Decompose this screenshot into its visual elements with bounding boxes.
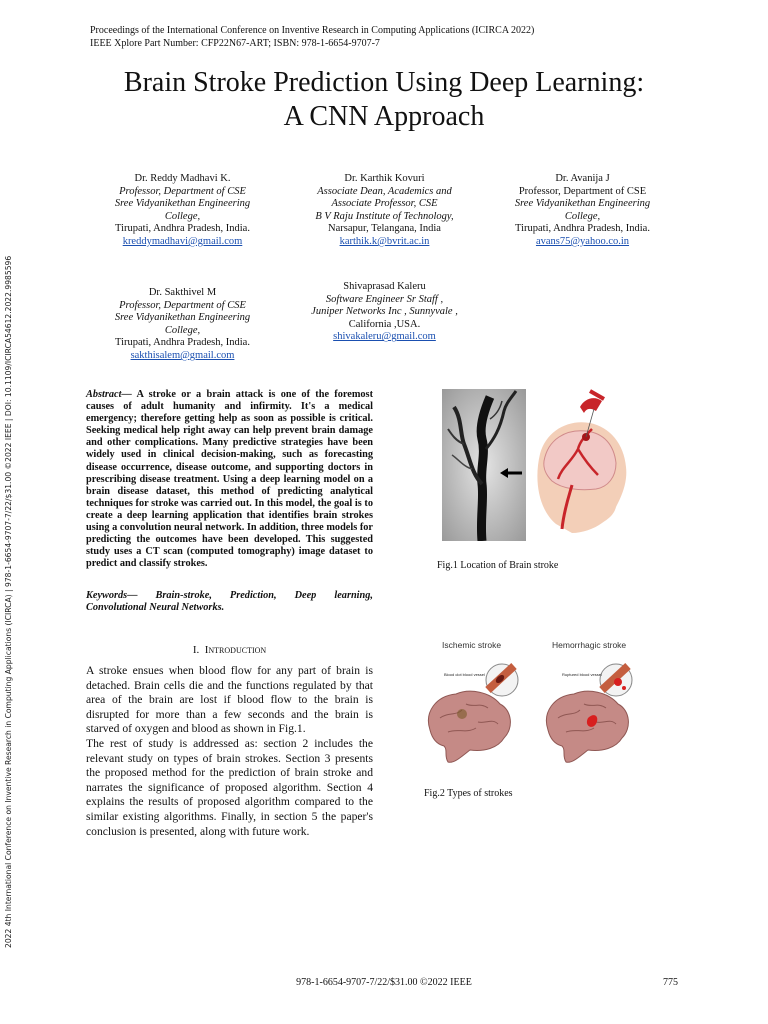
copyright-footer: 978-1-6654-9707-7/22/$31.00 ©2022 IEEE — [296, 977, 472, 988]
author-affiliation: College, — [164, 210, 201, 222]
paper-title — [0, 66, 768, 134]
author-affiliation: Associate Professor, CSE — [331, 198, 438, 210]
abstract-text: A stroke or a brain attack is one of the foremost causes of adult humanity and infirmity. It's a medical emergency; therefore getting help as soon as possible is critical. Seeking medical help right away can help prevent brain damage and other complications. Many predictive strategies have been widely used in clinical decision-making, such as forecasting disease occurrence, disease outcome, and supporting doctors in prescribing disease treatment. Using a deep learning model on a brain disease dataset, this method of predicting analytical techniques for stroke was carried out. In this model, the goal is to create a deep learning application that identifies brain strokes using a convolution neural network. In addition, three models for predicting the outcomes have been developed. This suggested study uses a CT scan (computed tomography) image dataset to predict and classify strokes. — [86, 389, 373, 570]
hemorrhagic-label: Hemorrhagic stroke — [552, 640, 627, 650]
author-block-3 — [490, 173, 675, 249]
author-affiliation: College, — [164, 324, 201, 336]
section-heading — [86, 644, 373, 656]
stroke-types-figure — [418, 636, 648, 776]
author-block-5 — [292, 281, 477, 344]
ruptured-vessel-inset-label: Ruptured blood vessel — [562, 672, 602, 677]
author-location: Tirupati, Andhra Pradesh, India. — [115, 223, 250, 235]
title-line1: Brain Stroke Prediction Using Deep Learning: — [123, 67, 645, 98]
author-affiliation: Sree Vidyanikethan Engineering — [114, 312, 251, 324]
brain-stroke-illustration — [528, 389, 632, 541]
author-affiliation: B V Raju Institute of Technology, — [315, 210, 454, 222]
author-name: Dr. Reddy Madhavi K. — [134, 173, 231, 184]
figure1-caption: Fig.1 Location of Brain stroke — [437, 560, 559, 571]
author-name: Shivaprasad Kaleru — [343, 281, 426, 292]
author-location: California ,USA. — [348, 318, 421, 330]
intro-paragraph: The rest of study is addressed as: section 2 includes the relevant study on types of brain strokes. Section 3 presents the proposed method for the prediction of brain stroke and narrates the significance of proposed algorithm. Section 4 explains the results of proposed algorithm compared to the similar existing algorithms. Finally, in section 5 the paper's conclusion is presented, along with future work. — [86, 736, 373, 838]
author-block-4 — [90, 287, 275, 363]
author-name: Dr. Avanija J — [555, 173, 610, 184]
author-location: Tirupati, Andhra Pradesh, India. — [115, 337, 250, 349]
ischemic-label: Ischemic stroke — [442, 640, 502, 650]
keywords: Keywords— Brain-stroke, Prediction, Deep learning, Convolutional Neural Networks. — [86, 590, 373, 614]
author-affiliation: Sree Vidyanikethan Engineering — [114, 198, 251, 210]
intro-paragraph: A stroke ensues when blood flow for any part of brain is detached. Brain cells die and the functions regulated by that area of the brain are lost if blood flow to the brain is disrupted for more than a few seconds and the brain is starved of oxygen and blood as shown in Fig.1. — [86, 664, 373, 736]
author-affiliation: Professor, Department of CSE — [518, 185, 647, 197]
author-location: Narsapur, Telangana, India — [328, 223, 441, 235]
author-affiliation: Juniper Networks Inc , Sunnyvale , — [311, 306, 458, 318]
author-affiliation: Software Engineer Sr Staff , — [325, 293, 444, 305]
author-email[interactable]: karthik.k@bvrit.ac.in — [339, 235, 430, 247]
intro-body — [86, 664, 373, 839]
conference-header-line2: IEEE Xplore Part Number: CFP22N67-ART; ISBN: 978-1-6654-9707-7 — [90, 38, 380, 49]
author-affiliation: Associate Dean, Academics and — [317, 185, 452, 197]
blood-clot-inset-label: Blood clot blood vessel — [444, 672, 485, 677]
section-title: Introduction — [204, 644, 267, 656]
conference-header-line1: Proceedings of the International Conference on Inventive Research in Computing Applications (ICIRCA 2022) — [90, 25, 535, 36]
conference-header — [90, 24, 534, 50]
author-block-1 — [90, 173, 275, 249]
author-affiliation: Professor, Department of CSE — [119, 185, 246, 197]
author-name: Dr. Sakthivel M — [148, 287, 217, 298]
title-line2: A CNN Approach — [283, 101, 485, 132]
author-email[interactable]: sakthisalem@gmail.com — [130, 349, 235, 361]
author-affiliation: Sree Vidyanikethan Engineering — [514, 198, 651, 210]
section-number: I. — [192, 644, 200, 656]
author-affiliation: College, — [564, 210, 601, 222]
author-email[interactable]: kreddymadhavi@gmail.com — [122, 235, 243, 247]
author-block-2 — [292, 173, 477, 249]
abstract — [86, 389, 373, 570]
author-location: Tirupati, Andhra Pradesh, India. — [515, 223, 650, 235]
abstract-lead: Abstract— — [86, 389, 132, 400]
brain-illustrations — [418, 652, 648, 776]
doi-sidebar: 2022 4th International Conference on Inventive Research in Computing Applications (ICIRCA) | 978-1-6654-9707-7/22/$31.00 ©2022 IEEE | DOI: 10.1109/ICIRCA54612.2022.9985596 — [4, 255, 13, 948]
angiogram-image — [442, 389, 526, 541]
author-name: Dr. Karthik Kovuri — [344, 173, 425, 184]
author-affiliation: Professor, Department of CSE — [119, 299, 246, 311]
author-email[interactable]: shivakaleru@gmail.com — [333, 331, 436, 343]
author-email[interactable]: avans75@yahoo.co.in — [535, 235, 630, 247]
figure2-caption: Fig.2 Types of strokes — [424, 788, 513, 799]
page-number: 775 — [663, 977, 678, 988]
